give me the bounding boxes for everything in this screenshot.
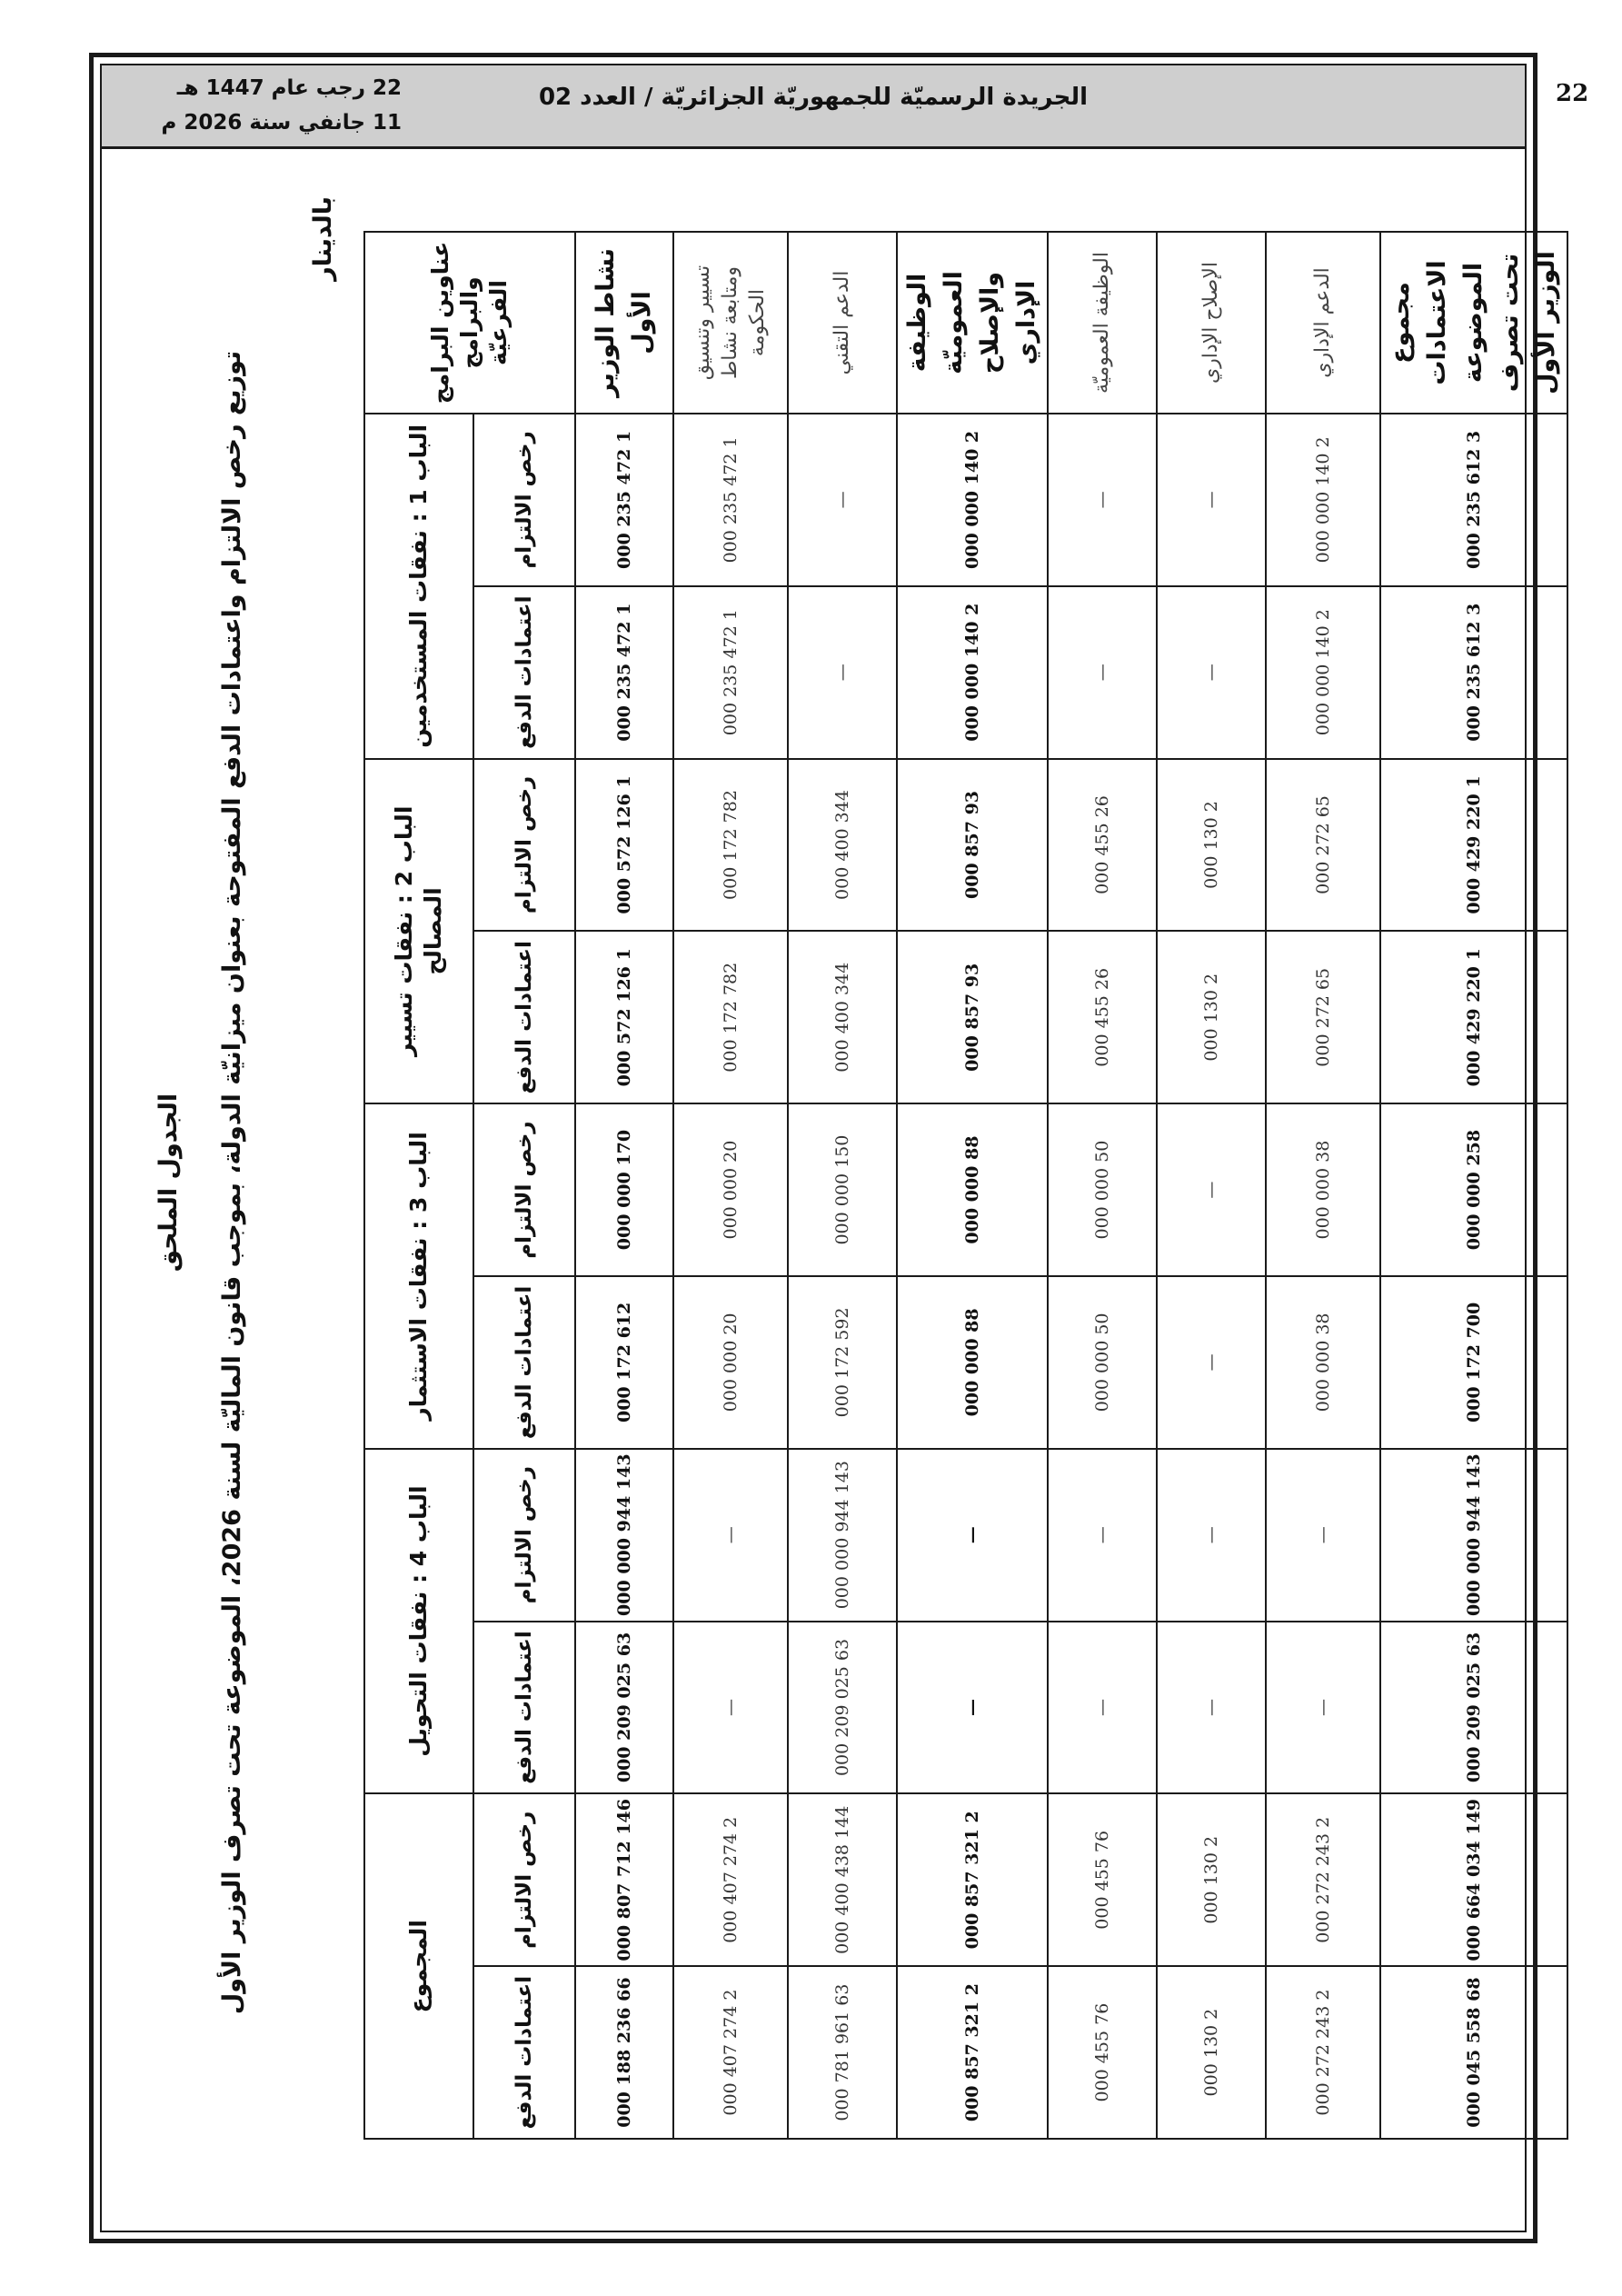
table-cell: — — [1157, 1622, 1266, 1794]
table-cell: 1 220 429 000 — [1380, 759, 1567, 932]
table-cell: — — [1157, 1449, 1266, 1622]
date-hijri: 22 رجب عام 1447 هـ — [176, 76, 402, 100]
annex-subtitle: توزيع رخص الالتزام واعتمادات الدفع المفتوحة بعنوان ميزانيّة الدولة، بموجب قانون الماليّة لسنة 2026، الموضوعة تحت تصرف الوزير الأول — [218, 350, 246, 2015]
table-cell: 1 472 235 000 — [673, 414, 788, 586]
table-cell: 2 130 000 — [1157, 931, 1266, 1103]
table-cell: 20 000 000 — [673, 1276, 788, 1449]
table-cell: 93 857 000 — [897, 759, 1048, 932]
table-cell: 143 944 000 000 — [1380, 1449, 1567, 1622]
subheader-commitments: رخص الالتزام — [473, 1449, 575, 1622]
table-row — [1266, 232, 1380, 2139]
table-row — [575, 232, 673, 2139]
table-cell: 782 172 000 — [673, 759, 788, 932]
table-cell: 146 712 807 000 — [575, 1793, 673, 1966]
row-label: الدعم الإداري — [1266, 232, 1380, 414]
table-cell: — — [673, 1449, 788, 1622]
group-header: المجموع — [364, 1793, 473, 2139]
table-cell: 2 140 000 000 — [897, 586, 1048, 759]
subheader-payments: اعتمادات الدفع — [473, 931, 575, 1103]
table-cell: 3 612 235 000 — [1380, 414, 1567, 586]
table-cell: 1 472 235 000 — [673, 586, 788, 759]
issue-date — [129, 71, 402, 140]
table-cell: 38 000 000 — [1266, 1276, 1380, 1449]
subheader-commitments: رخص الالتزام — [473, 759, 575, 932]
subheader-payments: اعتمادات الدفع — [473, 1622, 575, 1794]
table-cell: — — [897, 1622, 1048, 1794]
table-cell: — — [1157, 1276, 1266, 1449]
table-cell: 88 000 000 — [897, 1103, 1048, 1276]
table-row — [788, 232, 897, 2139]
table-cell: 2 140 000 000 — [897, 414, 1048, 586]
table-cell: 2 130 000 — [1157, 759, 1266, 932]
table-row — [1380, 232, 1567, 2139]
table-cell: 1 472 235 000 — [575, 414, 673, 586]
table-cell: — — [1048, 1449, 1157, 1622]
label-column-header: عناوين البرامج والبرامج الفرعيّة — [364, 232, 575, 414]
table-cell: 2 321 857 000 — [897, 1966, 1048, 2139]
table-cell: 2 130 000 — [1157, 1793, 1266, 1966]
table-cell: 2 140 000 000 — [1266, 586, 1380, 759]
table-row — [1048, 232, 1157, 2139]
currency-unit: بالدينار — [309, 196, 337, 281]
row-label: الإصلاح الإداري — [1157, 232, 1266, 414]
table-cell: 2 243 272 000 — [1266, 1793, 1380, 1966]
subheader-commitments: رخص الالتزام — [473, 1103, 575, 1276]
group-header: الباب 4 : نفقات التحويل — [364, 1449, 473, 1794]
table-row — [1157, 232, 1266, 2139]
table-cell: — — [1048, 414, 1157, 586]
table-cell: 2 140 000 000 — [1266, 414, 1380, 586]
table-cell: — — [673, 1622, 788, 1794]
table-cell: 170 000 000 — [575, 1103, 673, 1276]
table-cell: 2 321 857 000 — [897, 1793, 1048, 1966]
gazette-title: الجريدة الرسميّة للجمهوريّة الجزائريّة / العدد 02 — [538, 84, 1089, 111]
subheader-payments: اعتمادات الدفع — [473, 1966, 575, 2139]
row-label: الوظيفة العموميّة — [1048, 232, 1157, 414]
gazette-header — [102, 65, 1589, 149]
table-cell: 782 172 000 — [673, 931, 788, 1103]
table-cell: 20 000 000 — [673, 1103, 788, 1276]
date-gregorian: 11 جانفي سنة 2026 م — [161, 111, 402, 135]
table-cell: 258 000 000 — [1380, 1103, 1567, 1276]
table-cell: 612 172 000 — [575, 1276, 673, 1449]
subheader-commitments: رخص الالتزام — [473, 1793, 575, 1966]
row-label: الوظيفة العموميّة والإصلاح الإداري — [897, 232, 1048, 414]
table-cell: 63 025 209 000 — [575, 1622, 673, 1794]
page-number: 22 — [1556, 80, 1589, 107]
table-cell: — — [1157, 1103, 1266, 1276]
table-cell: 76 455 000 — [1048, 1966, 1157, 2139]
table-cell: 3 612 235 000 — [1380, 586, 1567, 759]
table-cell: 63 025 209 000 — [788, 1622, 897, 1794]
table-cell: 50 000 000 — [1048, 1103, 1157, 1276]
table-cell: 1 126 572 000 — [575, 759, 673, 932]
annex-content — [127, 169, 1560, 2196]
table-cell: 2 130 000 — [1157, 1966, 1266, 2139]
table-cell: 50 000 000 — [1048, 1276, 1157, 1449]
table-cell: 66 236 188 000 — [575, 1966, 673, 2139]
table-cell: — — [1048, 586, 1157, 759]
table-cell: 26 455 000 — [1048, 931, 1157, 1103]
row-label: نشاط الوزير الأول — [575, 232, 673, 414]
subheader-payments: اعتمادات الدفع — [473, 1276, 575, 1449]
table-cell: 344 400 000 — [788, 931, 897, 1103]
table-cell: 149 034 664 000 — [1380, 1793, 1567, 1966]
table-cell: 1 220 429 000 — [1380, 931, 1567, 1103]
table-row — [897, 232, 1048, 2139]
table-cell: 143 944 000 000 — [575, 1449, 673, 1622]
table-cell: 2 274 407 000 — [673, 1966, 788, 2139]
table-cell: — — [1048, 1622, 1157, 1794]
table-cell: — — [1266, 1449, 1380, 1622]
row-label: مجموع الاعتمادات الموضوعة تحت تصرف الوزير الأول — [1380, 232, 1567, 414]
table-cell: 1 126 572 000 — [575, 931, 673, 1103]
group-header: الباب 3 : نفقات الاستثمار — [364, 1103, 473, 1449]
table-cell: 63 025 209 000 — [1380, 1622, 1567, 1794]
row-label: تسيير وتنسيق ومتابعة نشاط الحكومة — [673, 232, 788, 414]
table-cell: 93 857 000 — [897, 931, 1048, 1103]
table-cell: 2 274 407 000 — [673, 1793, 788, 1966]
table-cell: — — [1157, 414, 1266, 586]
annex-title: الجدول الملحق — [154, 1093, 183, 1273]
table-cell: 68 558 045 000 — [1380, 1966, 1567, 2139]
table-cell: 76 455 000 — [1048, 1793, 1157, 1966]
table-row — [673, 232, 788, 2139]
table-cell: — — [897, 1449, 1048, 1622]
table-cell: 592 172 000 — [788, 1276, 897, 1449]
table-cell: — — [1157, 586, 1266, 759]
group-header: الباب 1 : نفقات المستخدمين — [364, 414, 473, 759]
table-cell: 1 472 235 000 — [575, 586, 673, 759]
budget-table — [363, 231, 1568, 2140]
table-cell: 65 272 000 — [1266, 931, 1380, 1103]
subheader-commitments: رخص الالتزام — [473, 414, 575, 586]
table-cell: 63 961 781 000 — [788, 1966, 897, 2139]
table-cell: 88 000 000 — [897, 1276, 1048, 1449]
table-cell: 2 243 272 000 — [1266, 1966, 1380, 2139]
table-cell: 144 438 400 000 — [788, 1793, 897, 1966]
row-label: الدعم التقني — [788, 232, 897, 414]
table-cell: — — [788, 414, 897, 586]
table-cell: — — [788, 586, 897, 759]
table-cell: 143 944 000 000 — [788, 1449, 897, 1622]
table-cell: 38 000 000 — [1266, 1103, 1380, 1276]
table-cell: 150 000 000 — [788, 1103, 897, 1276]
group-header: الباب 2 : نفقات تسيير المصالح — [364, 759, 473, 1104]
table-cell: 700 172 000 — [1380, 1276, 1567, 1449]
table-cell: 344 400 000 — [788, 759, 897, 932]
table-cell: — — [1266, 1622, 1380, 1794]
table-cell: 26 455 000 — [1048, 759, 1157, 932]
table-cell: 65 272 000 — [1266, 759, 1380, 932]
subheader-payments: اعتمادات الدفع — [473, 586, 575, 759]
